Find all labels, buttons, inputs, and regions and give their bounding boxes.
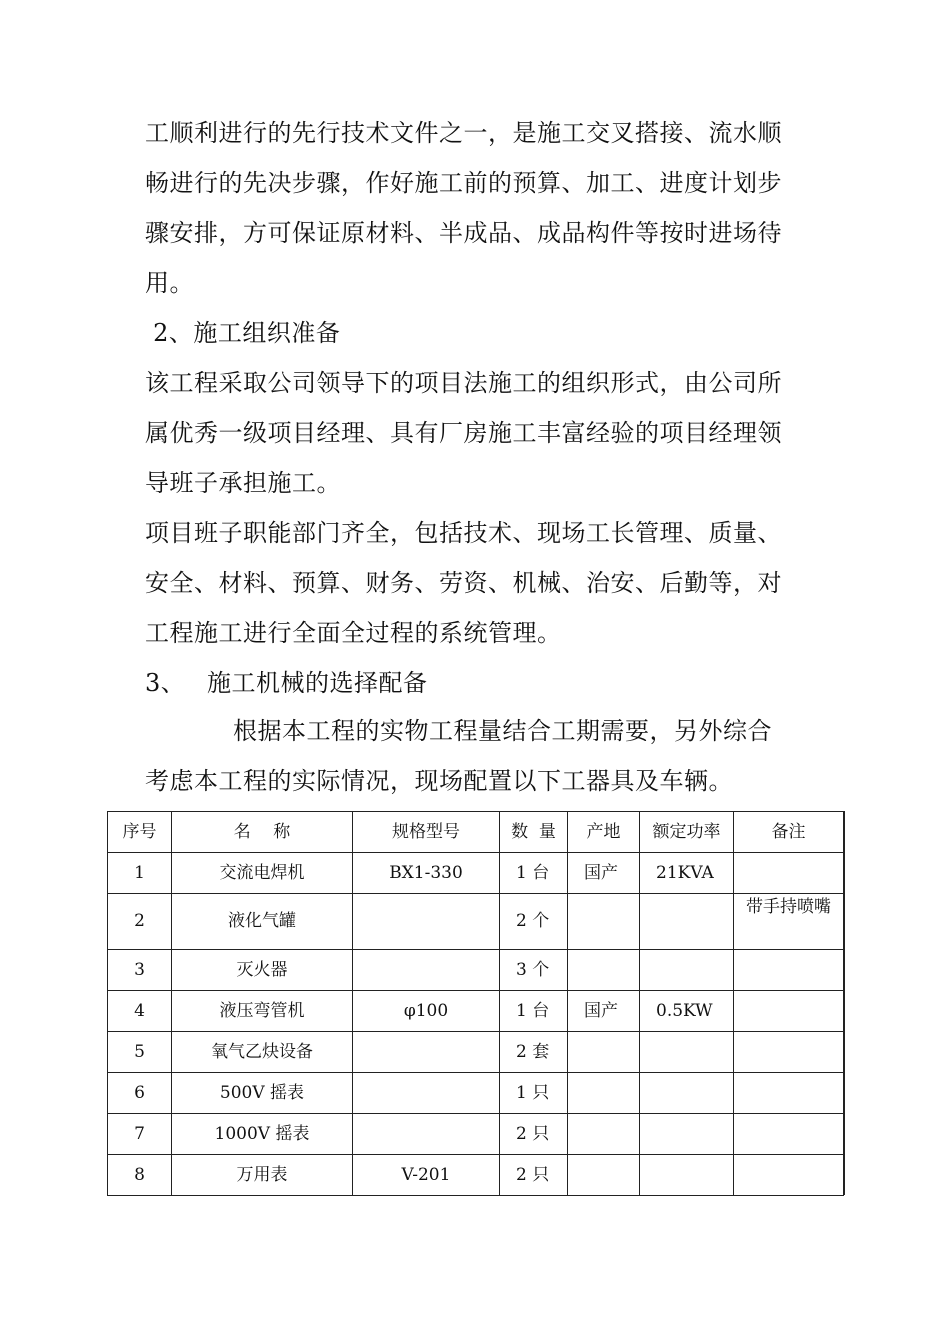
cell-remark — [734, 1032, 844, 1073]
cell-name: 万用表 — [172, 1155, 353, 1196]
table-row — [108, 1073, 844, 1114]
cell-power — [640, 1073, 734, 1114]
equipment-table — [107, 811, 844, 1196]
cell-origin: 国产 — [568, 991, 640, 1032]
header-remark: 备注 — [734, 812, 844, 853]
cell-remark: 带手持喷嘴 — [734, 894, 844, 950]
header-model: 规格型号 — [353, 812, 500, 853]
header-index: 序号 — [108, 812, 172, 853]
cell-power — [640, 1032, 734, 1073]
cell-power — [640, 1114, 734, 1155]
cell-index: 1 — [108, 853, 172, 894]
section-heading-3 — [145, 668, 428, 698]
paragraph-line: 工顺利进行的先行技术文件之一，是施工交叉搭接、流水顺 — [145, 119, 782, 147]
cell-model: V-201 — [353, 1155, 500, 1196]
cell-model — [353, 1073, 500, 1114]
cell-power: 21KVA — [640, 853, 734, 894]
cell-remark — [734, 1073, 844, 1114]
cell-remark — [734, 1114, 844, 1155]
cell-origin — [568, 950, 640, 991]
paragraph-line: 导班子承担施工。 — [145, 469, 341, 497]
cell-quantity: 1 台 — [500, 991, 568, 1032]
cell-origin — [568, 1032, 640, 1073]
table-row — [108, 1114, 844, 1155]
cell-model — [353, 894, 500, 950]
cell-name: 液压弯管机 — [172, 991, 353, 1032]
cell-power — [640, 950, 734, 991]
cell-power — [640, 894, 734, 950]
paragraph-line: 工程施工进行全面全过程的系统管理。 — [145, 619, 562, 647]
cell-index: 4 — [108, 991, 172, 1032]
cell-index: 5 — [108, 1032, 172, 1073]
cell-remark — [734, 991, 844, 1032]
paragraph-line: 考虑本工程的实际情况，现场配置以下工器具及车辆。 — [145, 767, 733, 795]
table-row — [108, 991, 844, 1032]
cell-quantity: 1 台 — [500, 853, 568, 894]
cell-power: 0.5KW — [640, 991, 734, 1032]
paragraph-line: 根据本工程的实物工程量结合工期需要，另外综合 — [233, 717, 772, 745]
header-origin: 产地 — [568, 812, 640, 853]
paragraph-line: 安全、材料、预算、财务、劳资、机械、治安、后勤等，对 — [145, 569, 782, 597]
paragraph-line: 属优秀一级项目经理、具有厂房施工丰富经验的项目经理领 — [145, 419, 782, 447]
cell-name: 交流电焊机 — [172, 853, 353, 894]
header-quantity: 数 量 — [500, 812, 568, 853]
cell-name: 灭火器 — [172, 950, 353, 991]
cell-index: 2 — [108, 894, 172, 950]
cell-name: 液化气罐 — [172, 894, 353, 950]
table-row — [108, 853, 844, 894]
cell-name: 氧气乙炔设备 — [172, 1032, 353, 1073]
paragraph-line: 畅进行的先决步骤，作好施工前的预算、加工、进度计划步 — [145, 169, 782, 197]
cell-index: 8 — [108, 1155, 172, 1196]
cell-origin — [568, 1114, 640, 1155]
table-row — [108, 1155, 844, 1196]
cell-remark — [734, 853, 844, 894]
header-power: 额定功率 — [640, 812, 734, 853]
table-right-border — [843, 811, 845, 1195]
cell-model — [353, 1032, 500, 1073]
section-title: 施工机械的选择配备 — [207, 669, 428, 697]
table-header-row — [108, 812, 844, 853]
cell-origin — [568, 1155, 640, 1196]
cell-index: 7 — [108, 1114, 172, 1155]
cell-model: BX1-330 — [353, 853, 500, 894]
cell-remark — [734, 1155, 844, 1196]
cell-remark — [734, 950, 844, 991]
cell-model — [353, 1114, 500, 1155]
section-heading-2: 2、施工组织准备 — [145, 319, 341, 347]
table-row — [108, 1032, 844, 1073]
cell-name: 500V 摇表 — [172, 1073, 353, 1114]
cell-quantity: 2 套 — [500, 1032, 568, 1073]
paragraph-line: 项目班子职能部门齐全，包括技术、现场工长管理、质量、 — [145, 519, 782, 547]
table-row — [108, 950, 844, 991]
header-name: 名 称 — [172, 812, 353, 853]
cell-name: 1000V 摇表 — [172, 1114, 353, 1155]
cell-power — [640, 1155, 734, 1196]
cell-quantity: 2 只 — [500, 1114, 568, 1155]
paragraph-line: 该工程采取公司领导下的项目法施工的组织形式，由公司所 — [145, 369, 782, 397]
cell-quantity: 1 只 — [500, 1073, 568, 1114]
cell-index: 6 — [108, 1073, 172, 1114]
cell-quantity: 2 个 — [500, 894, 568, 950]
cell-quantity: 3 个 — [500, 950, 568, 991]
cell-origin — [568, 894, 640, 950]
paragraph-line: 骤安排，方可保证原材料、半成品、成品构件等按时进场待 — [145, 219, 782, 247]
cell-origin: 国产 — [568, 853, 640, 894]
section-number: 3、 — [145, 669, 186, 697]
cell-model — [353, 950, 500, 991]
cell-model: φ100 — [353, 991, 500, 1032]
cell-quantity: 2 只 — [500, 1155, 568, 1196]
cell-origin — [568, 1073, 640, 1114]
table-row — [108, 894, 844, 950]
cell-index: 3 — [108, 950, 172, 991]
paragraph-line: 用。 — [145, 269, 194, 297]
